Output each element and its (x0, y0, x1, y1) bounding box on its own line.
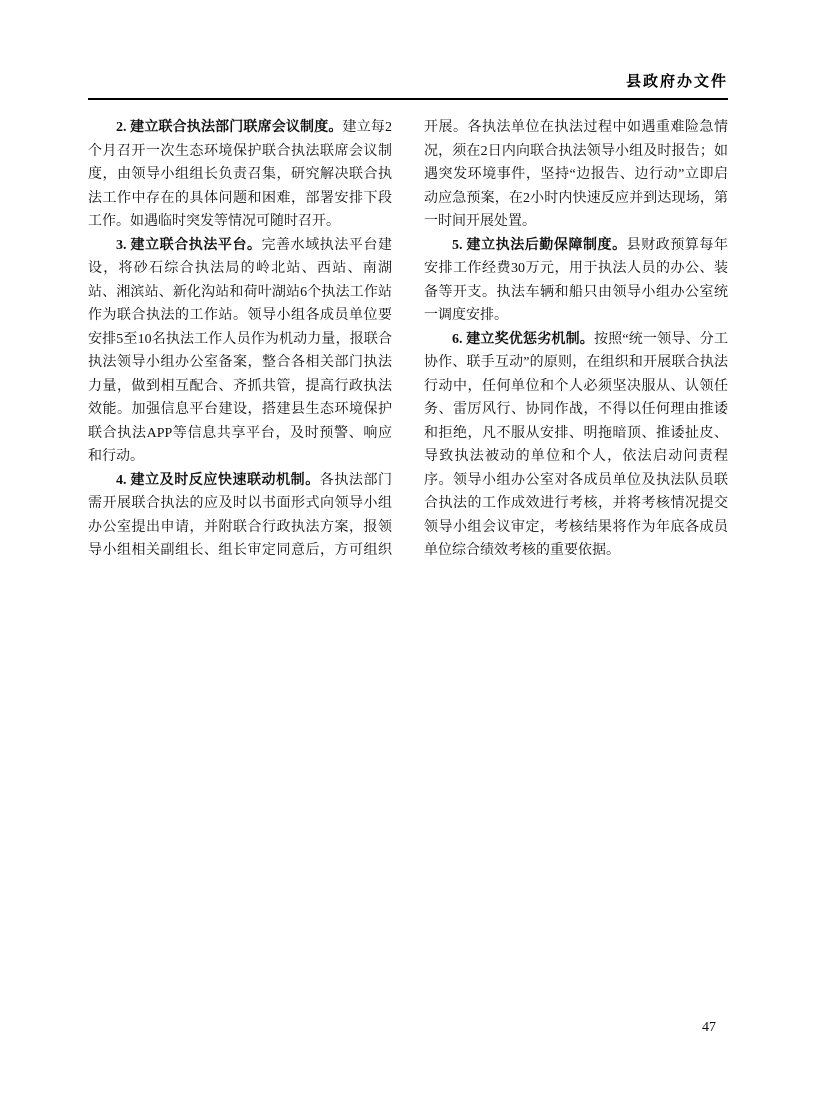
paragraph (424, 328, 728, 563)
paragraph (88, 116, 392, 234)
header-title: 县政府办文件 (625, 73, 728, 90)
paragraph-lead: 2. 建立联合执法部门联席会议制度。 (116, 120, 343, 135)
document-body (88, 116, 728, 576)
paragraph-lead: 4. 建立及时反应快速联动机制。 (116, 472, 320, 488)
header-rule (88, 98, 728, 100)
paragraph-lead: 6. 建立奖优惩劣机制。 (452, 331, 594, 347)
paragraph-text: 按照“统一领导、分工协作、联手互动”的原则，在组织和开展联合执法行动中，任何单位和个人必须坚决服从、认领任务、雷厉风行、协同作战，不得以任何理由推诿和拒绝，凡不服从安排、明拖暗顶、推诿扯皮、导致执法被动的单位和个人，依法启动问责程序。领导小组办公室对各成员单位及执法队员联合执法的工作成效进行考核，并将考核情况提交领导小组会议审定，考核结果将作为年底各成员单位综合绩效考核的重要依据。 (424, 331, 728, 558)
paragraph (424, 234, 728, 328)
paragraph-text: 县财政预算每年安排工作经费30万元，用于执法人员的办公、装备等开支。执法车辆和船只由领导小组办公室统一调度安排。 (424, 237, 728, 323)
paragraph-text: 各执法部门需开展联合执法的应及时以书面形式向领导小组办公室提出申请，并附联合行政执法方案，报领导小组相关副组长、组长审定同意后，方可组织开展。各执法单位在执法过程中如遇重难险急情况，须在2日内向联合执法领导小组及时报告；如遇突发环境事件，坚持“边报告、边行动”立即启动应急预案，在2小时内快速反应并到达现场，第一时间开展处置。 (88, 120, 728, 558)
page-number: 47 (702, 1020, 716, 1035)
paragraph-text: 完善水域执法平台建设，将砂石综合执法局的岭北站、西站、南湖站、湘滨站、新化沟站和荷叶湖站6个执法工作站作为联合执法的工作站。领导小组各成员单位要安排5至10名执法工作人员作为机动力量，报联合执法领导小组办公室备案，整合各相关部门执法力量，做到相互配合、齐抓共管，提高行政执法效能。加强信息平台建设，搭建县生态环境保护联合执法APP等信息共享平台，及时预警、响应和行动。 (88, 237, 393, 464)
paragraph-text: 建立每2个月召开一次生态环境保护联合执法联席会议制度，由领导小组组长负责召集，研究解决联合执法工作中存在的具体问题和困难，部署安排下段工作。如遇临时突发等情况可随时召开。 (88, 120, 393, 229)
paragraph-lead: 3. 建立联合执法平台。 (116, 237, 262, 253)
page-header (88, 70, 728, 100)
paragraph-lead: 5. 建立执法后勤保障制度。 (452, 237, 627, 253)
paragraph (88, 234, 392, 469)
